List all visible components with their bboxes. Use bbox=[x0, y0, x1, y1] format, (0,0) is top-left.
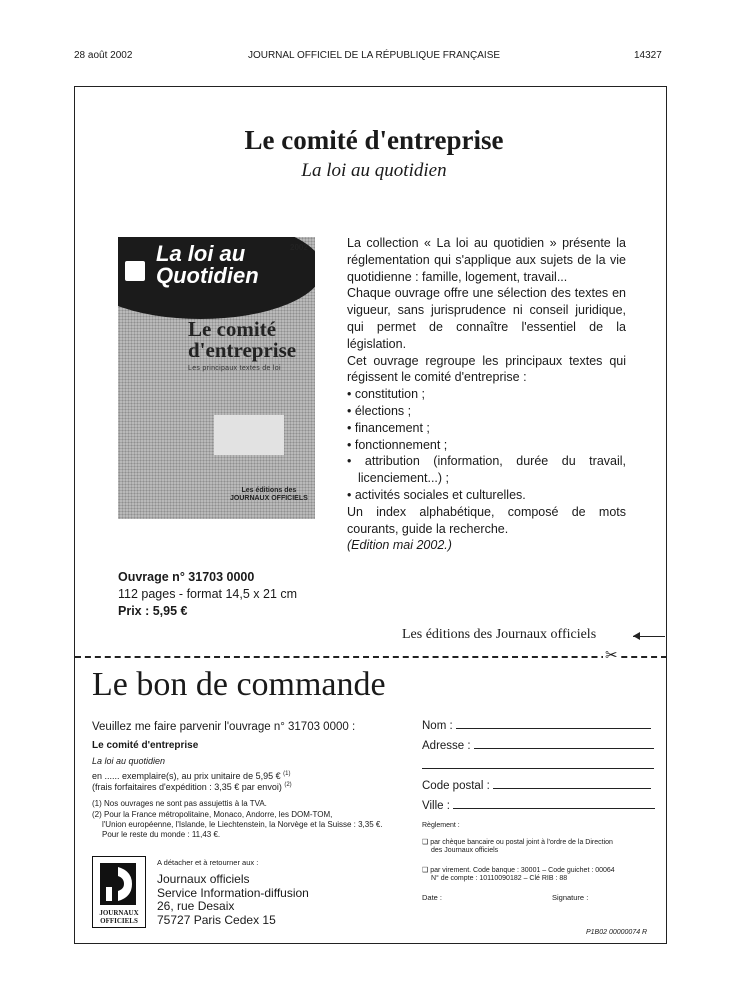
cover-publisher-line1: Les éditions des bbox=[241, 487, 297, 494]
cover-subtitle: Les principaux textes de loi bbox=[188, 365, 281, 372]
cover-publisher bbox=[230, 487, 308, 503]
footnote-2c: Pour le reste du monde : 11,43 €. bbox=[102, 830, 221, 839]
address-line: Journaux officiels bbox=[157, 872, 250, 886]
adresse-input-line[interactable] bbox=[474, 748, 654, 749]
book-details bbox=[118, 569, 297, 620]
publisher-line: Les éditions des Journaux officiels bbox=[402, 627, 597, 642]
payment-option-virement[interactable] bbox=[422, 867, 662, 883]
pay-cheque-line1: par chèque bancaire ou postal joint à l'ordre de la Direction bbox=[430, 839, 613, 846]
cover-publisher-line2: JOURNAUX OFFICIELS bbox=[230, 495, 308, 502]
book-reference: Ouvrage n° 31703 0000 bbox=[118, 570, 255, 584]
ad-title: Le comité d'entreprise bbox=[244, 125, 504, 155]
form-reference: P1B02 00000074 R bbox=[586, 929, 648, 936]
ville-input-line[interactable] bbox=[453, 808, 655, 809]
order-shipping-text: (frais forfaitaires d'expédition : 3,35 € par envoi) bbox=[92, 782, 282, 792]
order-quantity-note: (1) bbox=[283, 771, 291, 777]
description-paragraph: Cet ouvrage regroupe les principaux textes qui régissent le comité d'entreprise : bbox=[347, 353, 626, 385]
checkbox-icon[interactable]: ❑ bbox=[422, 839, 431, 846]
address-line: Service Information-diffusion bbox=[157, 885, 309, 900]
logo-text-2: OFFICIELS bbox=[100, 917, 138, 925]
order-book-subtitle: La loi au quotidien bbox=[92, 756, 166, 766]
date-label[interactable]: Date : bbox=[422, 893, 443, 902]
topic-item: • constitution ; bbox=[347, 387, 426, 402]
cover-logo-icon bbox=[125, 261, 145, 281]
adresse-label: Adresse : bbox=[422, 740, 471, 752]
order-form-left bbox=[92, 720, 412, 840]
ad-subtitle: La loi au quotidien bbox=[301, 160, 447, 181]
cover-series: La loi au Quotidien bbox=[156, 241, 259, 288]
cover-title: Le comité d'entreprise bbox=[188, 317, 297, 362]
reglement-label: Règlement : bbox=[422, 822, 460, 829]
ville-label: Ville : bbox=[422, 800, 450, 812]
pay-cheque-line2: des Journaux officiels bbox=[431, 847, 499, 854]
arrow-left-icon bbox=[633, 636, 665, 637]
order-form-right bbox=[422, 720, 662, 903]
order-quantity-line bbox=[92, 771, 412, 781]
payment-option-cheque[interactable] bbox=[422, 839, 662, 855]
code-postal-input-line[interactable] bbox=[493, 788, 651, 789]
description-paragraph: Un index alphabétique, composé de mots courants, guide la recherche. bbox=[347, 504, 626, 536]
footnote-1: (1) Nos ouvrages ne sont pas assujettis à la TVA. bbox=[92, 799, 267, 808]
ville-field[interactable] bbox=[422, 800, 662, 820]
order-shipping-note: (2) bbox=[284, 782, 292, 788]
book-cover-image bbox=[118, 237, 315, 519]
nom-label: Nom : bbox=[422, 720, 453, 732]
header-date: 28 août 2002 bbox=[74, 50, 133, 61]
description-paragraph: Chaque ouvrage offre une sélection des textes en vigueur, sans jurisprudence ni conseil juridique, qui permet de connaître l'essentiel de la législation. bbox=[347, 286, 626, 351]
cover-photo bbox=[214, 415, 284, 455]
pay-virement-line2: N° de compte : 10110090182 – Clé RIB : 88 bbox=[431, 875, 568, 882]
return-address bbox=[157, 873, 309, 927]
order-form-title: Le bon de commande bbox=[92, 666, 386, 703]
signature-label[interactable]: Signature : bbox=[552, 893, 589, 902]
nom-input-line[interactable] bbox=[456, 728, 651, 729]
topic-item: • élections ; bbox=[347, 403, 412, 418]
order-book-title: Le comité d'entreprise bbox=[92, 740, 199, 751]
topic-item: • fonctionnement ; bbox=[347, 437, 448, 452]
nom-field[interactable] bbox=[422, 720, 662, 740]
date-signature-row bbox=[422, 893, 662, 903]
return-label: A détacher et à retourner aux : bbox=[157, 858, 259, 867]
topic-item: • attribution (information, durée du travail, licenciement...) ; bbox=[347, 454, 626, 486]
edition-note: (Edition mai 2002.) bbox=[347, 538, 452, 553]
order-request: Veuillez me faire parvenir l'ouvrage n° 31703 0000 : bbox=[92, 721, 356, 733]
header-journal: JOURNAL OFFICIEL DE LA RÉPUBLIQUE FRANÇAISE bbox=[247, 50, 501, 61]
topics-list bbox=[347, 386, 626, 504]
adresse-field-2[interactable] bbox=[422, 760, 662, 780]
address-line: 75727 Paris Cedex 15 bbox=[157, 912, 276, 927]
adresse-input-line-2[interactable] bbox=[422, 768, 654, 769]
header-page-number: 14327 bbox=[634, 50, 662, 61]
book-price: Prix : 5,95 € bbox=[118, 604, 188, 618]
logo-text-1: JOURNAUX bbox=[99, 909, 139, 917]
checkbox-icon[interactable]: ❑ bbox=[422, 867, 431, 874]
adresse-field[interactable] bbox=[422, 740, 662, 760]
code-postal-label: Code postal : bbox=[422, 780, 490, 792]
book-description bbox=[347, 235, 626, 554]
scissors-icon: ✂ bbox=[605, 647, 618, 664]
footnote-2b: l'Union européenne, l'Islande, le Liechtenstein, la Norvège et la Suisse : 3,35 €. bbox=[102, 820, 383, 829]
cover-year: 2002 bbox=[290, 243, 308, 252]
topic-item: • activités sociales et culturelles. bbox=[347, 487, 526, 502]
code-postal-field[interactable] bbox=[422, 780, 662, 800]
address-line: 26, rue Desaix bbox=[157, 899, 235, 913]
topic-item: • financement ; bbox=[347, 420, 430, 435]
book-pages: 112 pages - format 14,5 x 21 cm bbox=[118, 587, 298, 601]
footnote-2a: (2) Pour la France métropolitaine, Monaco, Andorre, les DOM-TOM, bbox=[92, 810, 333, 819]
order-quantity-text: en ...... exemplaire(s), au prix unitaire de 5,95 € bbox=[92, 771, 281, 781]
logo-mark-icon bbox=[98, 861, 138, 907]
order-shipping-line bbox=[92, 782, 412, 792]
description-paragraph: La collection « La loi au quotidien » présente la réglementation qui s'applique aux sujets de la vie quotidienne : famille, logement, travail... bbox=[347, 236, 626, 284]
journaux-officiels-logo bbox=[92, 856, 146, 928]
pay-virement-line1: par virement. Code banque : 30001 – Code guichet : 00064 bbox=[430, 867, 615, 874]
cut-line bbox=[75, 656, 667, 658]
